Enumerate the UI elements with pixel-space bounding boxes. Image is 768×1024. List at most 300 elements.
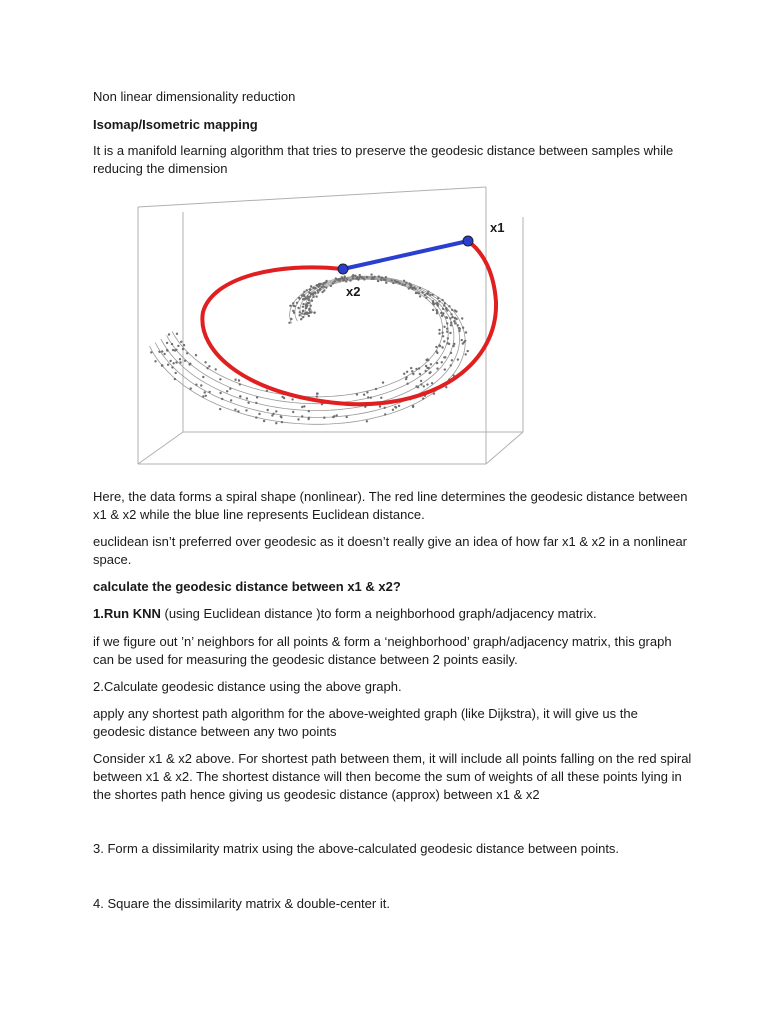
question-heading: calculate the geodesic distance between x1 & x2? <box>93 579 401 594</box>
data-point <box>381 277 383 279</box>
data-point <box>323 286 325 288</box>
data-point <box>302 316 304 318</box>
data-point <box>442 308 444 310</box>
data-point <box>379 405 381 407</box>
data-point <box>401 284 403 286</box>
euclidean-note: euclidean isn’t preferred over geodesic as it doesn’t really give an idea of how far x1 & x2 in a nonlinear space. <box>93 534 688 567</box>
data-point <box>465 353 467 355</box>
step-2-detail: apply any shortest path algorithm for the above-weighted graph (like Dijkstra), it will give us the geodesic distance between any two points <box>93 706 638 739</box>
data-point <box>384 407 386 409</box>
data-point <box>215 368 217 370</box>
data-point <box>432 302 434 304</box>
data-point <box>438 332 440 334</box>
data-point <box>438 329 440 331</box>
data-point <box>446 322 448 324</box>
data-point <box>443 340 445 342</box>
data-point <box>325 286 327 288</box>
data-point <box>395 281 397 283</box>
data-point <box>298 297 300 299</box>
data-point <box>179 358 181 360</box>
data-point <box>330 285 332 287</box>
data-point <box>392 282 394 284</box>
data-point <box>190 387 192 389</box>
data-point <box>256 396 258 398</box>
data-point <box>302 310 304 312</box>
data-point <box>281 421 283 423</box>
data-point <box>305 297 307 299</box>
data-point <box>409 286 411 288</box>
data-point <box>426 383 428 385</box>
data-point <box>457 358 459 360</box>
data-point <box>450 322 452 324</box>
data-point <box>453 320 455 322</box>
data-point <box>166 342 168 344</box>
data-point <box>352 277 354 279</box>
data-point <box>302 306 304 308</box>
data-point <box>444 302 446 304</box>
data-point <box>161 365 163 367</box>
data-point <box>182 348 184 350</box>
data-point <box>306 313 308 315</box>
data-point <box>345 280 347 282</box>
data-point <box>458 330 460 332</box>
data-point <box>172 349 174 351</box>
data-point <box>346 416 348 418</box>
data-point <box>403 280 405 282</box>
data-point <box>179 361 181 363</box>
data-point <box>438 300 440 302</box>
data-point <box>205 395 207 397</box>
data-point <box>323 417 325 419</box>
data-point <box>319 284 321 286</box>
data-point <box>314 311 316 313</box>
data-point <box>292 411 294 413</box>
data-point <box>410 367 412 369</box>
data-point <box>377 280 379 282</box>
data-point <box>436 367 438 369</box>
data-point <box>454 322 456 324</box>
data-point <box>438 344 440 346</box>
data-point <box>450 364 452 366</box>
data-point <box>412 406 414 408</box>
data-point <box>451 309 453 311</box>
label-x1: x1 <box>490 220 505 235</box>
data-point <box>175 372 177 374</box>
data-point <box>384 413 386 415</box>
data-point <box>453 343 455 345</box>
data-point <box>449 332 451 334</box>
data-point <box>188 363 190 365</box>
data-point <box>311 300 313 302</box>
step-1-detail: if we figure out ’n’ neighbors for all points & form a ‘neighborhood’ graph/adjacency matrix, this graph can be used for measuring the geodesic distance between 2 points easily. <box>93 634 672 667</box>
data-point <box>175 361 177 363</box>
data-point <box>421 291 423 293</box>
data-point <box>371 276 373 278</box>
data-point <box>303 291 305 293</box>
data-point <box>440 312 442 314</box>
data-point <box>454 317 456 319</box>
data-point <box>308 297 310 299</box>
data-point <box>174 378 176 380</box>
data-point <box>307 418 309 420</box>
data-point <box>419 287 421 289</box>
data-point <box>427 359 429 361</box>
data-point <box>467 350 469 352</box>
step-1-label: 1.Run KNN <box>93 606 161 621</box>
data-point <box>219 378 221 380</box>
data-point <box>436 309 438 311</box>
data-point <box>316 284 318 286</box>
data-point <box>226 390 228 392</box>
data-point <box>366 420 368 422</box>
data-point <box>229 388 231 390</box>
data-point <box>267 409 269 411</box>
data-point <box>310 305 312 307</box>
data-point <box>425 297 427 299</box>
data-point <box>423 385 425 387</box>
data-point <box>447 337 449 339</box>
data-point <box>363 394 365 396</box>
data-point <box>184 360 186 362</box>
data-point <box>411 370 413 372</box>
data-point <box>280 416 282 418</box>
data-point <box>293 305 295 307</box>
data-point <box>452 345 454 347</box>
data-point <box>303 295 305 297</box>
data-point <box>302 303 304 305</box>
data-point <box>150 351 152 353</box>
data-point <box>300 318 302 320</box>
data-point <box>161 350 163 352</box>
data-point <box>445 308 447 310</box>
data-point <box>313 291 315 293</box>
data-point <box>275 422 277 424</box>
data-point <box>359 276 361 278</box>
data-point <box>309 311 311 313</box>
data-point <box>315 295 317 297</box>
data-point <box>334 280 336 282</box>
data-point <box>415 385 417 387</box>
data-point <box>245 409 247 411</box>
data-point <box>415 368 417 370</box>
step-4: 4. Square the dissimilarity matrix & double-center it. <box>93 896 390 911</box>
data-point <box>255 402 257 404</box>
data-point <box>448 305 450 307</box>
data-point <box>405 376 407 378</box>
data-point <box>433 393 435 395</box>
data-point <box>306 289 308 291</box>
data-point <box>457 324 459 326</box>
section-title: Isomap/Isometric mapping <box>93 117 258 132</box>
data-point <box>445 386 447 388</box>
data-point <box>461 339 463 341</box>
data-point <box>303 298 305 300</box>
data-point <box>436 362 438 364</box>
data-point <box>445 316 447 318</box>
data-point <box>441 346 443 348</box>
data-point <box>378 275 380 277</box>
data-point <box>247 402 249 404</box>
data-point <box>319 289 321 291</box>
data-point <box>380 279 382 281</box>
data-point <box>310 285 312 287</box>
data-point <box>464 340 466 342</box>
data-point <box>200 384 202 386</box>
data-point <box>446 331 448 333</box>
isomap-spiral-figure <box>128 182 528 472</box>
data-point <box>419 295 421 297</box>
data-point <box>158 351 160 353</box>
data-point <box>221 398 223 400</box>
data-point <box>174 349 176 351</box>
data-point <box>443 304 445 306</box>
data-point <box>237 410 239 412</box>
data-point <box>258 413 260 415</box>
data-point <box>406 371 408 373</box>
data-point <box>301 406 303 408</box>
data-point <box>451 316 453 318</box>
data-point <box>298 314 300 316</box>
data-point <box>292 302 294 304</box>
data-point <box>234 379 236 381</box>
data-point <box>292 310 294 312</box>
data-point <box>309 289 311 291</box>
data-point <box>186 352 188 354</box>
data-point <box>238 379 240 381</box>
data-point <box>395 406 397 408</box>
data-point <box>454 309 456 311</box>
data-point <box>308 315 310 317</box>
data-point <box>297 418 299 420</box>
data-point <box>462 342 464 344</box>
data-point <box>437 297 439 299</box>
data-point <box>288 322 290 324</box>
data-point <box>297 307 299 309</box>
data-point <box>234 409 236 411</box>
data-point <box>443 326 445 328</box>
data-point <box>263 420 265 422</box>
data-point <box>363 278 365 280</box>
step-2: 2.Calculate geodesic distance using the above graph. <box>93 679 402 694</box>
data-point <box>382 381 384 383</box>
data-point <box>335 277 337 279</box>
data-point <box>351 275 353 277</box>
data-point <box>332 282 334 284</box>
step-1 <box>93 605 693 623</box>
data-point <box>391 279 393 281</box>
data-point <box>420 380 422 382</box>
data-point <box>450 313 452 315</box>
data-point <box>316 395 318 397</box>
data-point <box>375 388 377 390</box>
data-point <box>337 279 339 281</box>
data-point <box>449 317 451 319</box>
data-point <box>446 328 448 330</box>
data-point <box>299 311 301 313</box>
data-point <box>255 416 257 418</box>
data-point <box>204 361 206 363</box>
data-point <box>346 278 348 280</box>
data-point <box>171 343 173 345</box>
data-point <box>442 335 444 337</box>
data-point <box>176 333 178 335</box>
data-point <box>202 395 204 397</box>
data-point <box>419 373 421 375</box>
data-point <box>385 282 387 284</box>
data-point <box>370 397 372 399</box>
data-point <box>169 360 171 362</box>
data-point <box>308 410 310 412</box>
data-point <box>383 278 385 280</box>
data-point <box>272 413 274 415</box>
data-point <box>354 275 356 277</box>
data-point <box>208 365 210 367</box>
data-point <box>425 370 427 372</box>
data-point <box>291 398 293 400</box>
data-point <box>296 302 298 304</box>
data-point <box>418 367 420 369</box>
data-point <box>173 362 175 364</box>
data-point <box>448 343 450 345</box>
data-point <box>202 376 204 378</box>
step-3: 3. Form a dissimilarity matrix using the above-calculated geodesic distance between points. <box>93 841 620 856</box>
data-point <box>344 275 346 277</box>
data-point <box>336 414 338 416</box>
data-point <box>461 317 463 319</box>
data-point <box>321 291 323 293</box>
data-point <box>462 327 464 329</box>
data-point <box>427 291 429 293</box>
data-point <box>444 368 446 370</box>
data-point <box>436 303 438 305</box>
data-point <box>206 367 208 369</box>
data-point <box>370 273 372 275</box>
data-point <box>411 287 413 289</box>
data-point <box>451 359 453 361</box>
data-point <box>163 353 165 355</box>
data-point <box>441 361 443 363</box>
data-point <box>405 282 407 284</box>
data-point <box>246 397 248 399</box>
data-point <box>392 409 394 411</box>
data-point <box>219 408 221 410</box>
data-point <box>398 405 400 407</box>
data-point <box>450 352 452 354</box>
data-point <box>283 397 285 399</box>
data-point <box>154 360 156 362</box>
data-point <box>325 280 327 282</box>
data-point <box>420 383 422 385</box>
data-point <box>412 373 414 375</box>
data-point <box>366 276 368 278</box>
data-point <box>180 341 182 343</box>
data-point <box>239 395 241 397</box>
data-point <box>305 306 307 308</box>
step-1-text: (using Euclidean distance )to form a neighborhood graph/adjacency matrix. <box>160 606 597 621</box>
intro-paragraph: It is a manifold learning algorithm that tries to preserve the geodesic distance between samples while reducing the dimension <box>93 143 674 176</box>
data-point <box>444 356 446 358</box>
data-point <box>168 333 170 335</box>
data-point <box>195 354 197 356</box>
data-point <box>314 287 316 289</box>
data-point <box>321 286 323 288</box>
data-point <box>435 350 437 352</box>
data-point <box>290 318 292 320</box>
data-point <box>380 397 382 399</box>
euclidean-line <box>343 241 468 269</box>
data-point <box>355 277 357 279</box>
data-point <box>322 283 324 285</box>
data-point <box>366 391 368 393</box>
data-point <box>308 308 310 310</box>
data-point <box>239 383 241 385</box>
data-point <box>333 415 335 417</box>
label-x2: x2 <box>346 284 361 299</box>
data-points <box>150 273 469 424</box>
data-point <box>429 371 431 373</box>
data-point <box>166 349 168 351</box>
data-point <box>441 314 443 316</box>
data-point <box>183 344 185 346</box>
data-point <box>312 296 314 298</box>
data-point <box>430 363 432 365</box>
data-point <box>385 276 387 278</box>
data-point <box>301 415 303 417</box>
data-point <box>308 302 310 304</box>
data-point <box>441 332 443 334</box>
data-point <box>177 345 179 347</box>
point-x2 <box>338 264 348 274</box>
data-point <box>416 292 418 294</box>
data-point <box>316 393 318 395</box>
data-point <box>426 293 428 295</box>
data-point <box>289 305 291 307</box>
data-point <box>424 294 426 296</box>
data-point <box>167 364 169 366</box>
document-heading: Non linear dimensionality reduction <box>93 89 296 104</box>
data-point <box>431 382 433 384</box>
data-point <box>204 391 206 393</box>
data-point <box>432 309 434 311</box>
data-point <box>406 383 408 385</box>
data-point <box>342 279 344 281</box>
data-point <box>422 397 424 399</box>
data-point <box>266 390 268 392</box>
data-point <box>435 346 437 348</box>
data-point <box>403 373 405 375</box>
step-2-example: Consider x1 & x2 above. For shortest path between them, it will include all points falling on the red spiral between x1 & x2. The shortest distance will then become the sum of weights of all these points lying in the shortes path hence giving us geodesic distance (approx) between x1 & x2 <box>93 751 692 802</box>
data-point <box>230 399 232 401</box>
data-point <box>429 294 431 296</box>
data-point <box>275 410 277 412</box>
data-point <box>219 392 221 394</box>
data-point <box>450 324 452 326</box>
data-point <box>465 331 467 333</box>
data-point <box>356 393 358 395</box>
data-point <box>426 367 428 369</box>
data-point <box>404 284 406 286</box>
data-point <box>317 291 319 293</box>
bounding-box <box>138 187 523 464</box>
data-point <box>399 282 401 284</box>
point-x1 <box>463 236 473 246</box>
data-point <box>171 366 173 368</box>
data-point <box>208 391 210 393</box>
data-point <box>349 279 351 281</box>
data-point <box>303 405 305 407</box>
spiral-explanation: Here, the data forms a spiral shape (nonlinear). The red line determines the geodesic distance between x1 & x2 while the blue line represents Euclidean distance. <box>93 489 688 522</box>
data-point <box>458 327 460 329</box>
